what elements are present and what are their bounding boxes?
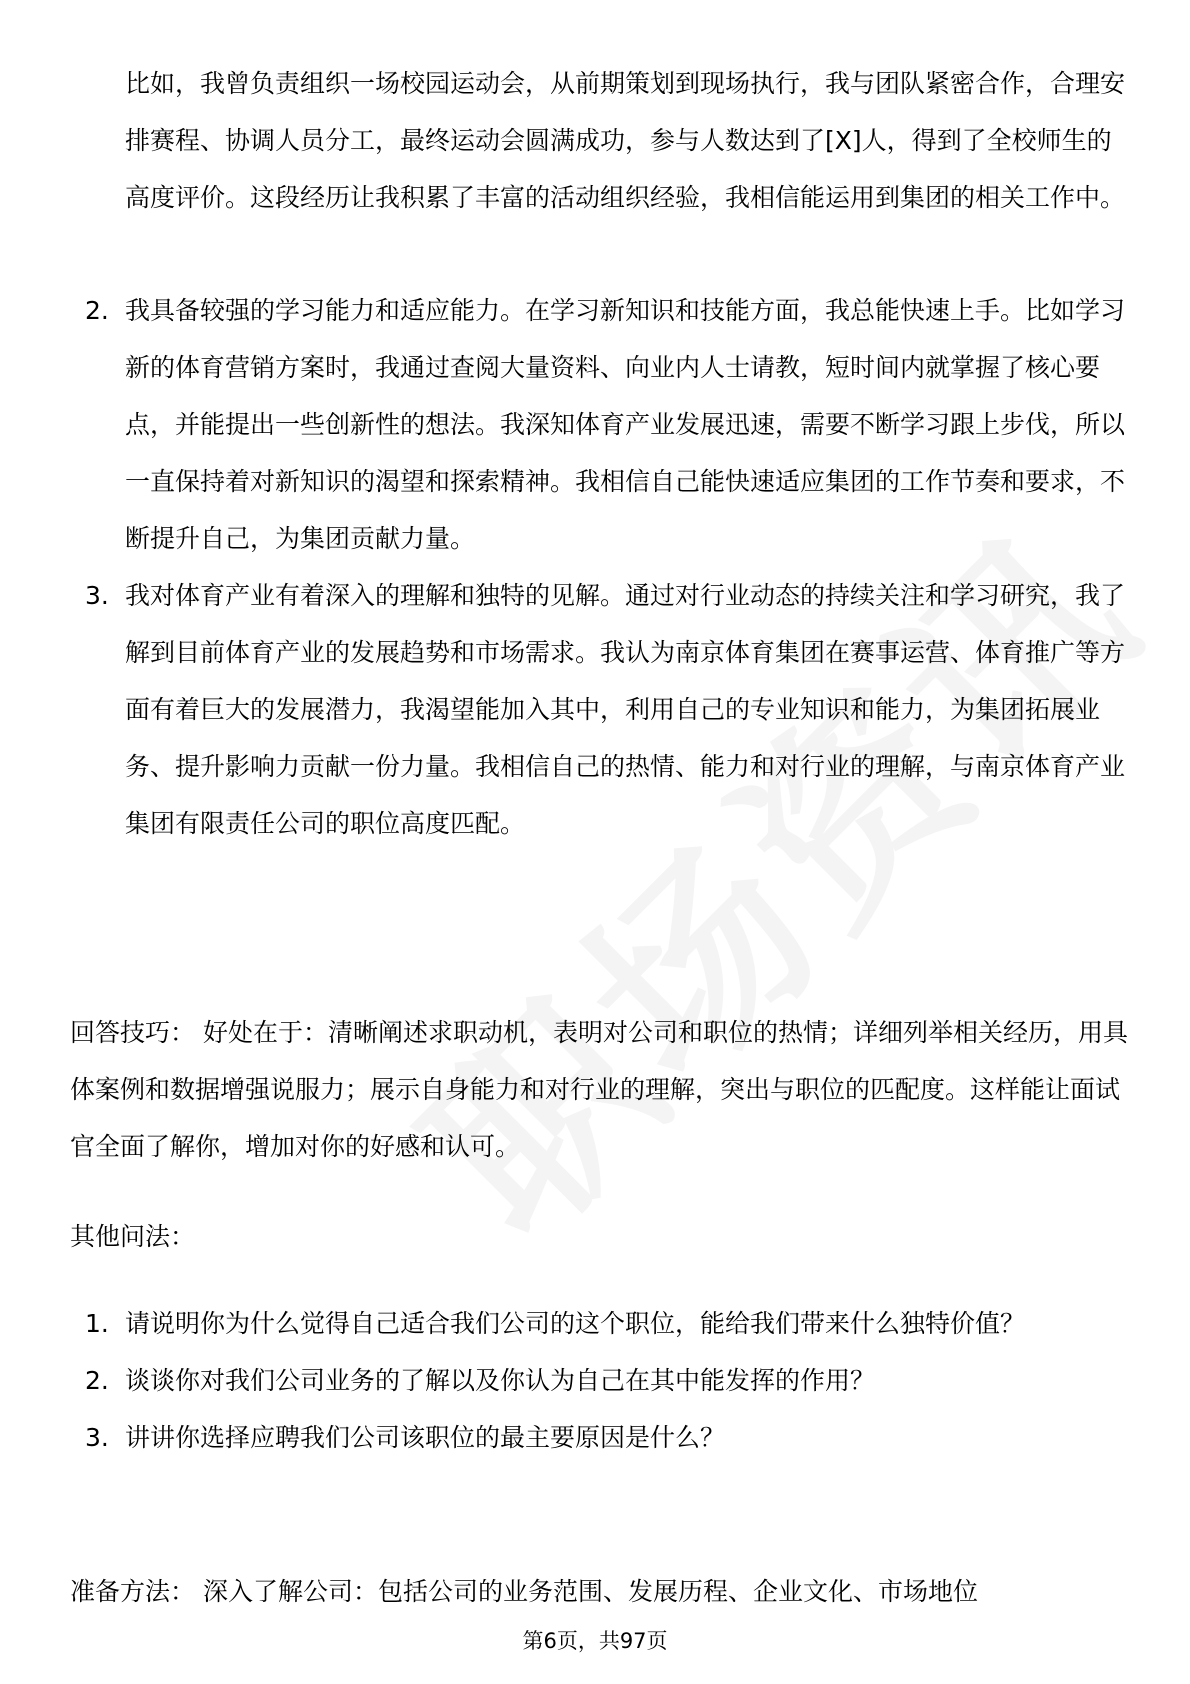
main-list xyxy=(85,282,1125,852)
list-item xyxy=(85,282,1125,567)
list-item-text: 讲讲你选择应聘我们公司该职位的最主要原因是什么？ xyxy=(125,1423,726,1452)
list-item-number: 3. xyxy=(85,581,109,610)
list-item-text: 谈谈你对我们公司业务的了解以及你认为自己在其中能发挥的作用？ xyxy=(125,1366,876,1395)
other-questions-list xyxy=(85,1295,1125,1466)
continuation-paragraph: 比如，我曾负责组织一场校园运动会，从前期策划到现场执行，我与团队紧密合作，合理安排赛程、协调人员分工，最终运动会圆满成功，参与人数达到了[X]人，得到了全校师生的高度评价。这段经历让我积累了丰富的活动组织经验，我相信能运用到集团的相关工作中。 xyxy=(125,69,1126,212)
list-item xyxy=(85,1409,1125,1466)
list-item-number: 1. xyxy=(85,1309,109,1338)
list-item-text: 我对体育产业有着深入的理解和独特的见解。通过对行业动态的持续关注和学习研究，我了解到目前体育产业的发展趋势和市场需求。我认为南京体育集团在赛事运营、体育推广等方面有着巨大的发展潜力，我渴望能加入其中，利用自己的专业知识和能力，为集团拓展业务、提升影响力贡献一份力量。我相信自己的热情、能力和对行业的理解，与南京体育产业集团有限责任公司的职位高度匹配。 xyxy=(125,581,1126,838)
preparation-paragraph: 准备方法： 深入了解公司：包括公司的业务范围、发展历程、企业文化、市场地位 xyxy=(70,1577,978,1606)
answer-tips-paragraph: 回答技巧： 好处在于：清晰阐述求职动机，表明对公司和职位的热情；详细列举相关经历，用具体案例和数据增强说服力；展示自身能力和对行业的理解，突出与职位的匹配度。这样能让面试官全面了解你，增加对你的好感和认可。 xyxy=(70,1018,1128,1161)
list-item-number: 3. xyxy=(85,1423,109,1452)
list-item xyxy=(85,1295,1125,1352)
list-item-text: 我具备较强的学习能力和适应能力。在学习新知识和技能方面，我总能快速上手。比如学习新的体育营销方案时，我通过查阅大量资料、向业内人士请教，短时间内就掌握了核心要点，并能提出一些创新性的想法。我深知体育产业发展迅速，需要不断学习跟上步伐，所以一直保持着对新知识的渴望和探索精神。我相信自己能快速适应集团的工作节奏和要求，不断提升自己，为集团贡献力量。 xyxy=(125,296,1126,553)
list-item xyxy=(85,1352,1125,1409)
list-item xyxy=(85,567,1125,852)
list-item-number: 2. xyxy=(85,1366,109,1395)
list-item-text: 请说明你为什么觉得自己适合我们公司的这个职位，能给我们带来什么独特价值？ xyxy=(125,1309,1026,1338)
other-questions-label: 其他问法： xyxy=(70,1222,196,1251)
page-footer: 第6页，共97页 xyxy=(522,1629,668,1653)
list-item-number: 2. xyxy=(85,296,109,325)
